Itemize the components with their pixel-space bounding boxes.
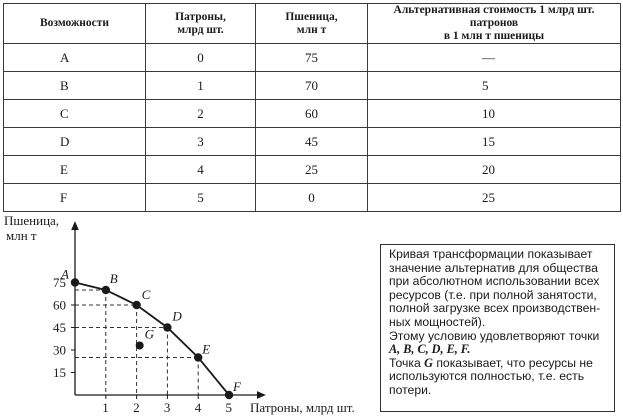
alternatives-table	[3, 3, 621, 212]
point-d	[163, 323, 171, 331]
point-f	[225, 391, 233, 399]
header-possibilities: Возможности	[4, 4, 146, 44]
point-e	[194, 353, 202, 361]
header-opportunity-cost: Альтернативная стоимость 1 млрд шт. патронов в 1 млн т пшеницы	[368, 4, 621, 44]
table-row	[4, 44, 621, 72]
y-tick-label: 30	[53, 342, 66, 358]
cell-cartridges: 1	[146, 72, 256, 100]
ppf-chart	[0, 205, 380, 420]
x-tick-label: 4	[194, 400, 202, 415]
cell-possibility: A	[4, 44, 146, 72]
cell-possibility: E	[4, 156, 146, 184]
explanation-p1: Кривая трансформации показывает значение альтернатив для общества при абсолютном использовании всех ресурсов (т.е. при полной занятости, полной загрузке всех производствен-ных мощностей).	[389, 247, 601, 329]
explanation-p2-text: Этому условию удовлетворяют точки	[389, 328, 600, 343]
cell-cartridges: 5	[146, 184, 256, 212]
point-c	[132, 301, 140, 309]
point-label-a: A	[61, 266, 69, 282]
cell-cartridges: 4	[146, 156, 256, 184]
cell-wheat: 45	[256, 128, 368, 156]
point-label-f: F	[233, 379, 241, 394]
cell-opportunity-cost: 20	[368, 156, 621, 184]
explanation-p2-points: A, B, C, D, E, F.	[389, 342, 471, 357]
y-tick-label: 45	[53, 320, 66, 335]
cell-wheat: 25	[256, 156, 368, 184]
x-tick-label: 2	[133, 400, 140, 415]
table-body	[4, 44, 621, 212]
point-g	[136, 342, 144, 350]
cell-opportunity-cost: 15	[368, 128, 621, 156]
y-tick-label: 75	[53, 275, 66, 290]
explanation-p3-point: G	[424, 355, 433, 370]
cell-opportunity-cost: —	[368, 44, 621, 72]
table-row	[4, 156, 621, 184]
cell-opportunity-cost: 25	[368, 184, 621, 212]
cell-possibility: C	[4, 100, 146, 128]
point-label-e: E	[202, 341, 211, 357]
table-row	[4, 100, 621, 128]
cell-cartridges: 2	[146, 100, 256, 128]
point-label-d: D	[172, 308, 182, 324]
cell-wheat: 60	[256, 100, 368, 128]
table-row	[4, 72, 621, 100]
cell-possibility: B	[4, 72, 146, 100]
x-tick-label: 5	[225, 400, 232, 415]
y-axis-label-line2: млн т	[6, 228, 37, 243]
cell-wheat: 0	[256, 184, 368, 212]
header-cartridges: Патроны, млрд шт.	[146, 4, 256, 44]
x-axis-label: Патроны, млрд шт.	[250, 400, 355, 415]
x-tick-label: 1	[102, 400, 109, 415]
table-row	[4, 128, 621, 156]
cell-opportunity-cost: 5	[368, 72, 621, 100]
explanation-p3-b: показывает, что ресурсы не используются полностью, т.е. есть потери.	[389, 355, 593, 397]
x-tick-label: 3	[163, 400, 171, 415]
explanation-p3	[389, 357, 608, 398]
table-header-row	[4, 4, 621, 44]
cell-cartridges: 0	[146, 44, 256, 72]
cell-wheat: 70	[256, 72, 368, 100]
cell-possibility: D	[4, 128, 146, 156]
y-axis-label-line1: Пшеница,	[4, 213, 60, 228]
point-a	[71, 278, 79, 286]
cell-cartridges: 3	[146, 128, 256, 156]
explanation-box	[380, 244, 615, 412]
point-label-b: B	[109, 271, 118, 286]
header-wheat: Пшеница, млн т	[256, 4, 368, 44]
explanation-p2	[389, 330, 608, 357]
cell-wheat: 75	[256, 44, 368, 72]
cell-opportunity-cost: 10	[368, 100, 621, 128]
point-label-c: C	[141, 287, 151, 302]
point-b	[102, 286, 110, 294]
y-tick-label: 15	[53, 365, 66, 380]
point-label-g: G	[144, 326, 155, 342]
y-tick-label: 60	[53, 297, 66, 313]
cell-possibility: F	[4, 184, 146, 212]
explanation-p3-a: Точка	[389, 355, 421, 370]
